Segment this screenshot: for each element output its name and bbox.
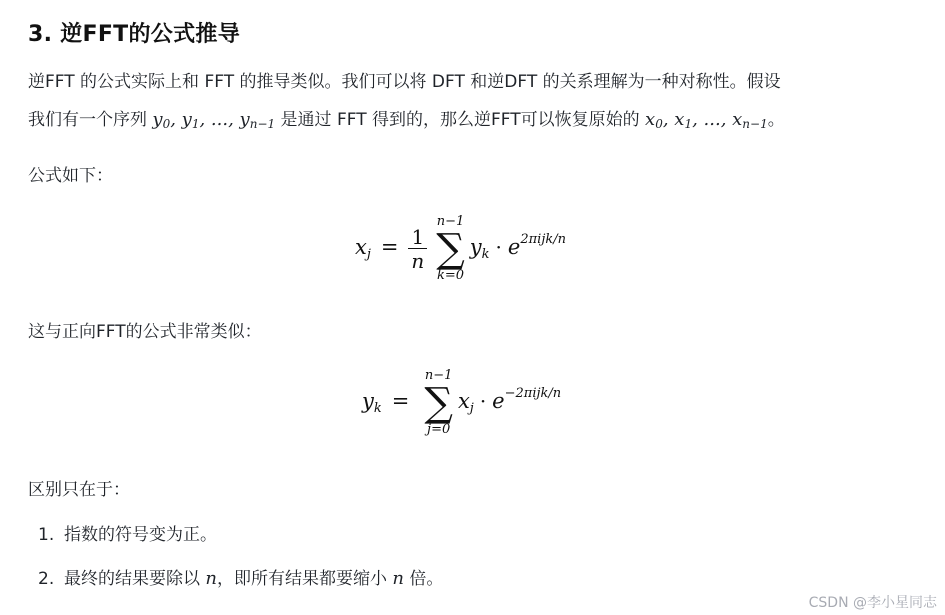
inverse-fft-formula: $x_j$ = $\frac{1}{n}$ n−1 ∑ k=0 $y_k \cdot e^{2\pi ijk/n}$ bbox=[355, 214, 566, 283]
list-item-text-b: ，即所有结果都要缩小 bbox=[217, 569, 393, 589]
sequence-y-math: $y_0$, $y_1$, ..., $y_{n-1}$ bbox=[152, 109, 276, 131]
forward-fft-formula: $y_k$ = n−1 ∑ j=0 $x_j \cdot e^{-2\pi ijk/n}$ bbox=[362, 368, 562, 437]
intro-line-2-text-a: 我们有一个序列 bbox=[28, 110, 153, 130]
forward-summation: n−1 ∑ j=0 bbox=[424, 368, 453, 437]
csdn-watermark: CSDN @李小星同志 bbox=[808, 595, 937, 611]
forward-lhs: $y_k$ bbox=[362, 388, 382, 416]
difference-intro: 区别只在于： bbox=[28, 480, 130, 500]
sequence-x-math: $x_0$, $x_1$, ..., $x_{n-1}$ bbox=[645, 109, 768, 131]
inverse-term: $y_k \cdot e^{2\pi ijk/n}$ bbox=[469, 231, 566, 262]
list-item-text-a: 最终的结果要除以 bbox=[64, 569, 206, 589]
list-item bbox=[38, 564, 443, 594]
list-item-number: 2. bbox=[38, 569, 55, 589]
intro-line-2 bbox=[28, 104, 785, 140]
forward-term: $x_j \cdot e^{-2\pi ijk/n}$ bbox=[457, 385, 562, 416]
intro-line-1: 逆FFT 的公式实际上和 FFT 的推导类似。我们可以将 DFT 和逆DFT 的关系理解为一种对称性。假设 bbox=[28, 72, 781, 92]
inverse-summation: n−1 ∑ k=0 bbox=[436, 214, 465, 283]
section-heading: 3. 逆FFT的公式推导 bbox=[28, 22, 240, 47]
var-n-math-2: n bbox=[392, 568, 404, 589]
forward-intro: 这与正向FFT的公式非常类似： bbox=[28, 322, 262, 342]
list-item-text-c: 倍。 bbox=[404, 569, 444, 589]
inverse-lhs: $x_j$ bbox=[355, 234, 371, 262]
list-item-number: 1. bbox=[38, 525, 55, 545]
list-item bbox=[38, 520, 217, 550]
intro-line-2-text-b: 是通过 FFT 得到的，那么逆FFT可以恢复原始的 bbox=[275, 110, 646, 130]
inverse-fraction: $\frac{1}{n}$ bbox=[408, 226, 427, 273]
list-item-text: 指数的符号变为正。 bbox=[64, 525, 217, 545]
formula-intro: 公式如下： bbox=[28, 166, 113, 186]
var-n-math: n bbox=[205, 568, 217, 589]
intro-line-2-text-c: 。 bbox=[767, 110, 785, 130]
